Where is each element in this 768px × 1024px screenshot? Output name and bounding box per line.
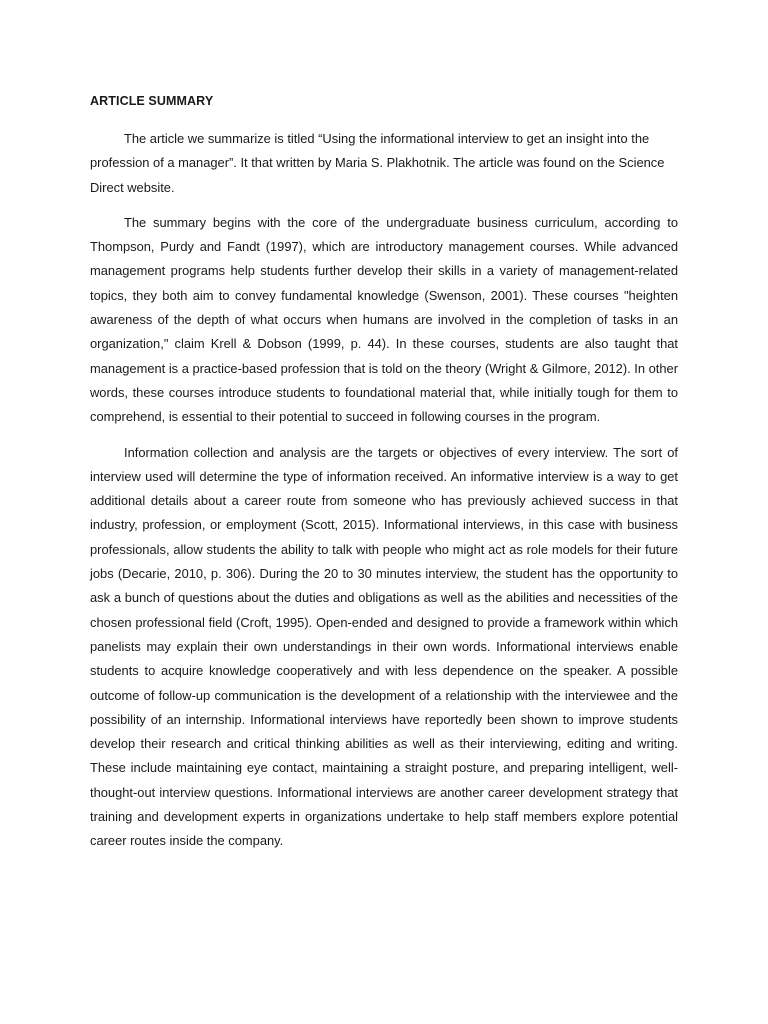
paragraph-summary: The summary begins with the core of the undergraduate business curriculum, according to Thompson, Purdy and Fandt (1997), which are introductory management courses. While advanced management programs help students further develop their skills in a variety of management-related topics, they both aim to convey fundamental knowledge (Swenson, 2001). These courses "heighten awareness of the depth of what occurs when humans are involved in the completion of tasks in an organization," claim Krell & Dobson (1999, p. 44). In these courses, students are also taught that management is a practice-based profession that is told on the theory (Wright & Gilmore, 2012). In other words, these courses introduce students to foundational material that, while initially tough for them to comprehend, is essential to their potential to succeed in following courses in the program. xyxy=(90,214,679,425)
paragraph-intro: The article we summarize is titled “Using the informational interview to get an insight into the profession of a manager”. It that written by Maria S. Plakhotnik. The article was found on the Science Direct website. xyxy=(90,131,665,195)
document-body xyxy=(90,92,678,865)
article-heading: ARTICLE SUMMARY xyxy=(90,94,214,108)
paragraph-interviews: Information collection and analysis are the targets or objectives of every interview. The sort of interview used will determine the type of information received. An informative interview is a way to get additional details about a career route from someone who has previously achieved success in that industry, profession, or employment (Scott, 2015). Informational interviews, in this case with business professionals, allow students the ability to talk with people who might act as role models for their future jobs (Decarie, 2010, p. 306). During the 20 to 30 minutes interview, the student has the opportunity to ask a bunch of questions about the duties and obligations as well as the abilities and necessities of the chosen professional field (Croft, 1995). Open-ended and designed to provide a framework within which panelists may explain their own understandings in their own words. Informational interviews enable students to acquire knowledge cooperatively and with less dependence on the speaker. A possible outcome of follow-up communication is the development of a relationship with the interviewee and the possibility of an internship. Informational interviews have reportedly been shown to improve students develop their research and critical thinking abilities as well as their interviewing, editing and writing. These include maintaining eye contact, maintaining a straight posture, and preparing intelligent, well-thought-out interview questions. Informational interviews are another career development strategy that training and development experts in organizations undertake to help staff members explore potential career routes inside the company. xyxy=(90,444,678,849)
